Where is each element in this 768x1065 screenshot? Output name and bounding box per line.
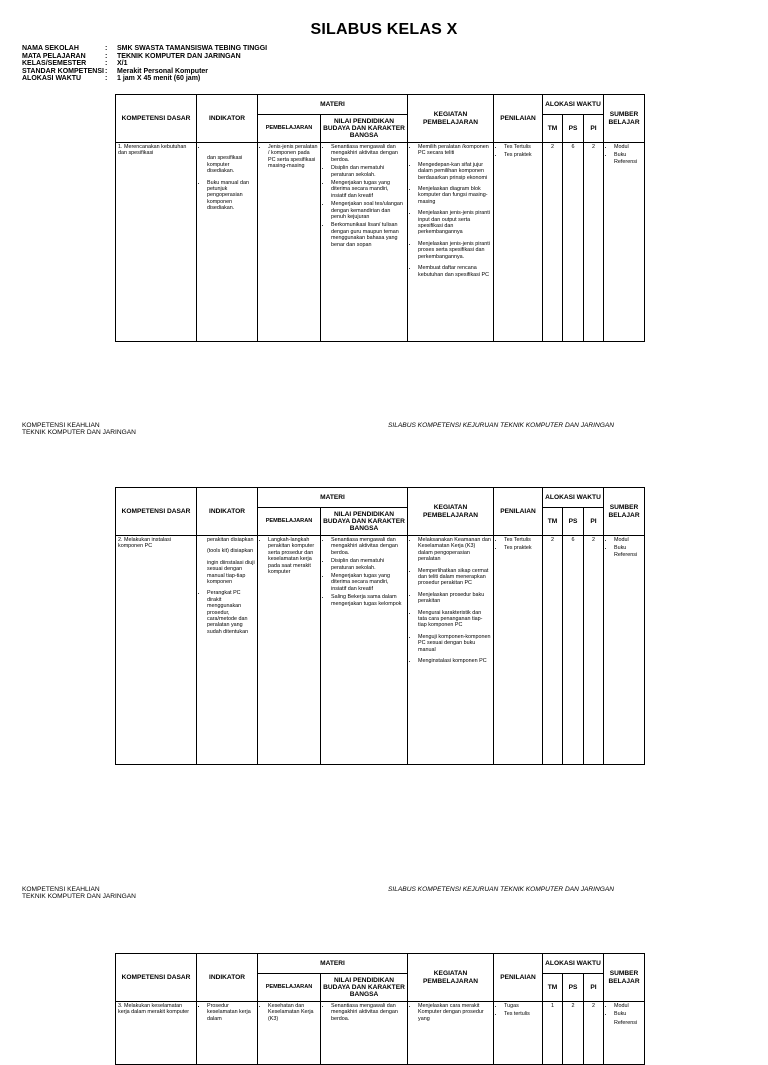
- indikator-cell: [197, 536, 258, 765]
- meta-label: KELAS/SEMESTER: [22, 60, 87, 68]
- header-kompetensi-dasar: KOMPETENSI DASAR: [116, 95, 197, 143]
- list-item: • Modul: [614, 1003, 642, 1009]
- list-item: Referensi: [614, 1019, 638, 1026]
- header-pi: PI: [584, 974, 604, 1002]
- meta-value: 1 jam X 45 menit (60 jam): [117, 75, 201, 83]
- document-meta: [22, 45, 422, 83]
- list-item: ingin diinstalasi diuji sesuai dengan manual tiap-tiap komponen: [207, 559, 255, 586]
- list-item: • Tes praktek: [504, 545, 540, 551]
- list-item: • Menjelaskan cara merakit Komputer dengan prosedur yang: [418, 1003, 491, 1022]
- syllabus-table-2: [115, 487, 645, 765]
- footer-right: SILABUS KOMPETENSI KEJURUAN TEKNIK KOMPUTER DAN JARINGAN: [388, 422, 615, 429]
- footer-left: [22, 422, 136, 437]
- list-item: • Jenis-jenis peralatan / komponen pada PC serta spesifikasi masing-masing: [268, 144, 318, 170]
- list-item: • Saling Bekerja sama dalam mengerjakan tugas kelompok: [331, 594, 405, 607]
- header-kegiatan: KEGIATAN PEMBELAJARAN: [408, 954, 494, 1002]
- list-item: • Buku: [614, 1011, 642, 1017]
- header-indikator: INDIKATOR: [197, 95, 258, 143]
- header-sumber: SUMBER BELAJAR: [604, 95, 645, 143]
- list-item: • Membuat daftar rencana kebutuhan dan spesifikasi PC: [418, 265, 491, 278]
- list-item: • Menguji komponen-komponen PC sesuai dengan buku manual: [418, 634, 491, 653]
- sumber-cell: [604, 536, 645, 765]
- sumber-cell: [604, 1002, 645, 1065]
- footer-left: [22, 886, 136, 901]
- header-materi: MATERI: [258, 95, 408, 115]
- list-item: • Berkomunikasi lisan/ tulisan dengan guru maupun teman menggunakan bahasa yang benar dan sopan: [331, 222, 405, 248]
- meta-row-class: [22, 60, 422, 68]
- header-penilaian: PENILAIAN: [494, 95, 543, 143]
- tm-cell: 2: [543, 536, 563, 765]
- meta-colon: :: [105, 45, 108, 52]
- meta-value: SMK SWASTA TAMANSISWA TEBING TINGGI: [117, 45, 268, 52]
- list-item: • Menjelaskan diagram blok komputer dan fungsi masing-masing: [418, 186, 491, 205]
- list-item: • Tes praktek: [504, 152, 540, 158]
- list-item: • Disiplin dan mematuhi peraturan sekolah.: [331, 165, 405, 178]
- list-item: • Memperlihatkan sikap cermat dan teliti dalam menerapkan prosedur perakitan PC: [418, 568, 491, 587]
- meta-row-time: [22, 75, 422, 83]
- list-item: • Modul: [614, 537, 642, 543]
- header-tm: TM: [543, 508, 563, 536]
- list-item: • Buku manual dan petunjuk pengoperasian komponen disediakan.: [207, 180, 255, 212]
- list-item: • Tes Tertulis: [504, 144, 540, 150]
- meta-colon: :: [105, 60, 108, 68]
- footer-left-line: TEKNIK KOMPUTER DAN JARINGAN: [22, 893, 136, 901]
- kd-cell: 1. Merencanakan kebutuhan dan spesifikasi: [116, 143, 197, 342]
- header-nilai: NILAI PENDIDIKAN BUDAYA DAN KARAKTER BANGSA: [321, 115, 408, 143]
- meta-label: ALOKASI WAKTU: [22, 75, 82, 83]
- list-item: • Mengerjakan tugas yang diterima secara mandiri, insiatif dan kreatif: [331, 573, 405, 592]
- header-alokasi: ALOKASI WAKTU: [543, 488, 604, 508]
- header-ps: PS: [563, 974, 584, 1002]
- list-item: • Kesehatan dan Keselamatan Kerja (K3): [268, 1003, 318, 1022]
- header-kegiatan: KEGIATAN PEMBELAJARAN: [408, 95, 494, 143]
- penilaian-cell: [494, 1002, 543, 1065]
- list-item: • Buku Referensi: [614, 152, 642, 165]
- list-item: dan spesifikasi komputer disediakan.: [207, 155, 243, 175]
- footer-left-line: KOMPETENSI KEAHLIAN: [22, 886, 100, 893]
- header-sumber: SUMBER BELAJAR: [604, 488, 645, 536]
- header-alokasi: ALOKASI WAKTU: [543, 95, 604, 115]
- indikator-cell: [197, 143, 258, 342]
- header-pi: PI: [584, 115, 604, 143]
- list-item: [207, 144, 255, 150]
- table-row: [116, 536, 645, 765]
- list-item: • Modul: [614, 144, 642, 150]
- kegiatan-cell: [408, 1002, 494, 1065]
- list-item: perakitan disiapkan: [207, 537, 254, 543]
- header-materi: MATERI: [258, 954, 408, 974]
- page-title: SILABUS KELAS X: [310, 21, 458, 38]
- meta-label: STANDAR KOMPETENSI: [22, 67, 104, 75]
- list-item: • Melaksanakan Keamanan dan Keselamatan Kerja (K3) dalam pengoperasian peralatan: [418, 537, 491, 563]
- footer-left-line: KOMPETENSI KEAHLIAN: [22, 422, 100, 429]
- kd-cell: 3. Melakukan keselamatan kerja dalam merakit komputer: [116, 1002, 197, 1065]
- pi-cell: 2: [584, 1002, 604, 1065]
- list-item: • Senantiasa mengawali dan mengakhiri aktivitas dengan berdoa.: [331, 144, 405, 163]
- header-nilai: NILAI PENDIDIKAN BUDAYA DAN KARAKTER BANGSA: [321, 974, 408, 1002]
- indikator-cell: [197, 1002, 258, 1065]
- pi-cell: 2: [584, 143, 604, 342]
- meta-colon: :: [105, 67, 108, 75]
- table-row: [116, 143, 645, 342]
- tm-cell: 1: [543, 1002, 563, 1065]
- tm-cell: 2: [543, 143, 563, 342]
- list-item: • Mengerjakan tugas yang diterima secara mandiri, insiatif dan kreatif: [331, 180, 405, 199]
- header-pembelajaran: PEMBELAJARAN: [258, 974, 321, 1002]
- nilai-cell: [321, 536, 408, 765]
- nilai-cell: [321, 143, 408, 342]
- meta-colon: :: [105, 75, 108, 83]
- header-materi: MATERI: [258, 488, 408, 508]
- ps-cell: 6: [563, 143, 584, 342]
- penilaian-cell: [494, 143, 543, 342]
- kegiatan-cell: [408, 143, 494, 342]
- sumber-cell: [604, 143, 645, 342]
- list-item: • Mengurai karakteristik dan tata cara penanganan tiap-tiap komponen PC: [418, 610, 491, 629]
- header-ps: PS: [563, 508, 584, 536]
- header-indikator: INDIKATOR: [197, 954, 258, 1002]
- list-item: • Perangkat PC dirakit menggunakan prosedur, cara/metode dan peralatan yang sudah ditentukan: [207, 590, 255, 635]
- list-item: • Menginstalasi komponen PC: [418, 658, 491, 664]
- pi-cell: 2: [584, 536, 604, 765]
- header-alokasi: ALOKASI WAKTU: [543, 954, 604, 974]
- ps-cell: 2: [563, 1002, 584, 1065]
- header-nilai: NILAI PENDIDIKAN BUDAYA DAN KARAKTER BANGSA: [321, 508, 408, 536]
- kegiatan-cell: [408, 536, 494, 765]
- pembelajaran-cell: [258, 536, 321, 765]
- meta-value: Merakit Personal Komputer: [117, 67, 209, 75]
- list-item: • Menjelaskan jenis-jenis piranti proses serta spesifikasi dan perkembangannya.: [418, 241, 491, 260]
- list-item: • Senantiasa mengawali dan mengakhiri aktivitas dengan berdoa.: [331, 1003, 405, 1022]
- meta-label: MATA PELAJARAN: [22, 52, 86, 60]
- list-item: • Senantiasa mengawali dan mengakhiri aktivitas dengan berdoa.: [331, 537, 405, 556]
- header-pembelajaran: PEMBELAJARAN: [258, 115, 321, 143]
- footer-left-line: TEKNIK KOMPUTER DAN JARINGAN: [22, 429, 136, 437]
- list-item: • Tes tertulis: [504, 1011, 540, 1017]
- meta-label: NAMA SEKOLAH: [22, 45, 79, 52]
- header-penilaian: PENILAIAN: [494, 488, 543, 536]
- header-tm: TM: [543, 974, 563, 1002]
- table-row: [116, 1002, 645, 1065]
- header-ps: PS: [563, 115, 584, 143]
- list-item: • Tes Tertulis: [504, 537, 540, 543]
- list-item: • Tugas: [504, 1003, 540, 1009]
- ps-cell: 6: [563, 536, 584, 765]
- syllabus-table-3: [115, 953, 645, 1065]
- meta-colon: :: [105, 52, 108, 60]
- header-tm: TM: [543, 115, 563, 143]
- list-item: • Disiplin dan mematuhi peraturan sekolah.: [331, 558, 405, 571]
- meta-value: X/1: [117, 60, 128, 68]
- list-item: • Langkah-langkah perakitan komputer serta prosedur dan keselamatan kerja pada saat merakit komputer: [268, 537, 318, 575]
- kd-cell: 2. Melakukan instalasi komponen PC: [116, 536, 197, 765]
- list-item: (tools kit) disiapkan: [207, 548, 254, 555]
- footer-right: SILABUS KOMPETENSI KEJURUAN TEKNIK KOMPUTER DAN JARINGAN: [388, 886, 615, 893]
- header-kegiatan: KEGIATAN PEMBELAJARAN: [408, 488, 494, 536]
- list-item: • Menjelaskan prosedur baku perakitan: [418, 592, 491, 605]
- penilaian-cell: [494, 536, 543, 765]
- header-sumber: SUMBER BELAJAR: [604, 954, 645, 1002]
- header-penilaian: PENILAIAN: [494, 954, 543, 1002]
- header-kompetensi-dasar: KOMPETENSI DASAR: [116, 954, 197, 1002]
- header-pi: PI: [584, 508, 604, 536]
- meta-row-school: [22, 45, 422, 53]
- pembelajaran-cell: [258, 143, 321, 342]
- meta-row-subject: [22, 53, 422, 61]
- list-item: • Mengedepan-kan sifat jujur dalam pemilihan komponen berdasarkan prinsip ekonomi: [418, 162, 491, 181]
- list-item: • Buku Referensi: [614, 545, 642, 558]
- meta-row-competency: [22, 68, 422, 76]
- list-item: • Menjelaskan jenis-jenis piranti input dan output serta spesifikasi dan perkembangannya: [418, 210, 491, 236]
- list-item: ▪ Prosedur keselamatan kerja dalam: [207, 1003, 255, 1022]
- header-kompetensi-dasar: KOMPETENSI DASAR: [116, 488, 197, 536]
- header-indikator: INDIKATOR: [197, 488, 258, 536]
- header-pembelajaran: PEMBELAJARAN: [258, 508, 321, 536]
- nilai-cell: [321, 1002, 408, 1065]
- list-item: • Memilih peralatan /komponen PC secara teliti: [418, 144, 491, 157]
- meta-value: TEKNIK KOMPUTER DAN JARINGAN: [117, 52, 241, 60]
- syllabus-table-1: [115, 94, 645, 342]
- pembelajaran-cell: [258, 1002, 321, 1065]
- list-item: • Mengerjakan soal tes/ulangan dengan kemandirian dan penuh kejujuran: [331, 201, 405, 220]
